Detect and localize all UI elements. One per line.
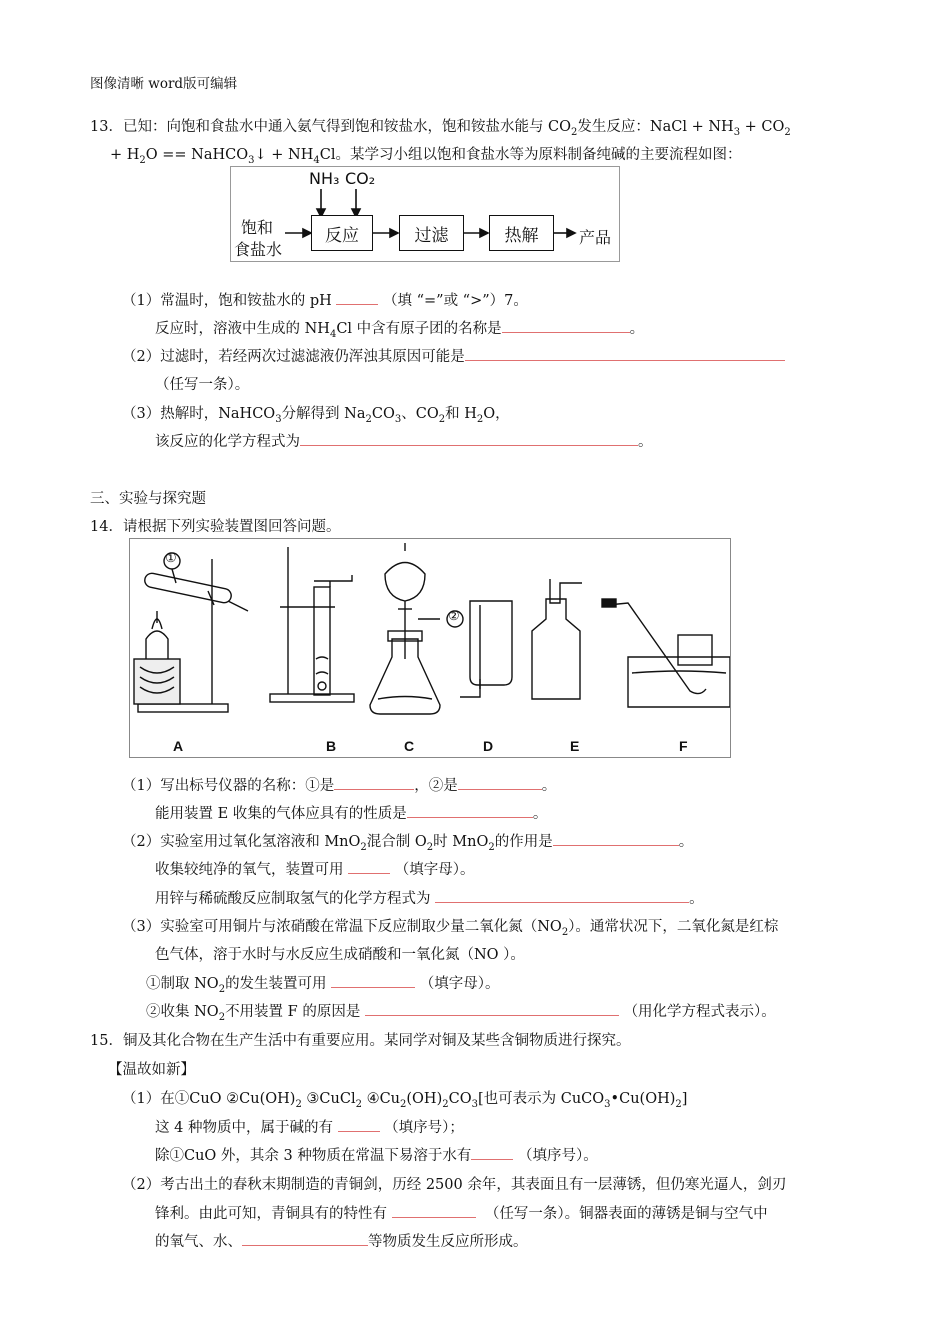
q15-p2c: 的氧气、水、 等物质发生反应所形成。 bbox=[155, 1230, 528, 1251]
q14-p1b: 能用装置 E 收集的气体应具有的性质是 。 bbox=[155, 802, 547, 823]
q15-p1c: 除①CuO 外，其余 3 种物质在常温下易溶于水有 （填序号）。 bbox=[155, 1144, 598, 1165]
q15-p1a: （1）在①CuO $②Cu(OH)_2$ ③CuCl$_2$ $④Cu_2(OH)_2CO_3$[也可表示为 $CuCO_3•Cu(OH)_2$] bbox=[122, 1091, 688, 1110]
input-line2: 食盐水 bbox=[234, 240, 283, 259]
apparatus-label-f: F bbox=[679, 738, 688, 754]
apparatus-label-d: D bbox=[483, 738, 494, 754]
q13-p2b: （任写一条）。 bbox=[155, 377, 250, 393]
apparatus-label-b: B bbox=[326, 738, 337, 754]
q13-p3b: 该反应的化学方程式为 。 bbox=[155, 430, 653, 451]
q15-title: 15．铜及其化合物在生产生活中有重要应用。某同学对铜及某些含铜物质进行探究。 bbox=[90, 1033, 631, 1049]
q14-p3c: ①制取 $NO_2$的发生装置可用 （填字母）。 bbox=[146, 972, 500, 995]
page-header: 图像清晰 word版可编辑 bbox=[90, 76, 238, 92]
flow-diagram bbox=[230, 166, 620, 262]
flow-output: 产品 bbox=[579, 228, 612, 247]
q14-p3d: ②收集 $NO_2$不用装置 F 的原因是 （用化学方程式表示）。 bbox=[146, 1000, 776, 1023]
flow-step-filter: 过滤 bbox=[399, 215, 464, 251]
q15-p2a: （2）考古出土的春秋末期制造的青铜剑，历经 2500 余年，其表面且有一层薄锈，但仍寒光逼人，剑刃 bbox=[122, 1177, 787, 1193]
q13-p2a: （2）过滤时，若经两次过滤滤液仍浑浊其原因可能是 bbox=[122, 345, 785, 366]
q14-p1a: （1）写出标号仪器的名称：①是 ，②是 。 bbox=[122, 774, 556, 795]
q15-p2b: 锋利。由此可知，青铜具有的特性有 （任写一条）。铜器表面的薄锈是铜与空气中 bbox=[155, 1202, 768, 1223]
mark-1: ① bbox=[165, 551, 177, 566]
q15-section: 【温故如新】 bbox=[108, 1062, 195, 1078]
q14-p3b: 色气体，溶于水时与水反应生成硝酸和一氧化氮（NO ）。 bbox=[155, 947, 525, 963]
q13-line1: 13．已知：向饱和食盐水中通入氨气得到饱和铵盐水，饱和铵盐水能与 $CO_2$发生反应：NaCl + $NH_3 + CO_2$ bbox=[90, 119, 791, 138]
q14-p3a: （3）实验室可用铜片与浓硝酸在常温下反应制取少量二氧化氮$(NO_2)$。通常状况下，二氧化氮是红棕 bbox=[122, 919, 779, 938]
apparatus-label-a: A bbox=[173, 738, 184, 754]
input-line1: 饱和 bbox=[241, 218, 274, 237]
apparatus-label-c: C bbox=[404, 738, 415, 754]
q13-p3a: （3）热解时，NaHCO$_3$分解得到 $Na_2CO_3$、$CO_2$和 $H_2O$， bbox=[122, 406, 510, 425]
q13-line2: + $H_2O$ == NaHCO$_3$↓ + $NH_4Cl$。某学习小组以饱和食盐水等为原料制备纯碱的主要流程如图： bbox=[110, 147, 742, 166]
co2-label: CO₂ bbox=[345, 169, 376, 188]
q14-p2c: 用锌与稀硫酸反应制取氢气的化学方程式为 。 bbox=[155, 887, 704, 908]
apparatus-drawing bbox=[130, 539, 730, 757]
flow-step-pyrolysis: 热解 bbox=[489, 215, 554, 251]
q13-p1a: （1）常温时，饱和铵盐水的 pH （填 “=”或 “>”）7。 bbox=[122, 289, 528, 310]
q14-title: 14．请根据下列实验装置图回答问题。 bbox=[90, 519, 341, 535]
q14-p2a: （2）实验室用过氧化氢溶液和 MnO$_2$混合制 $O_2$时 MnO$_2$的作用是 。 bbox=[122, 830, 693, 853]
section-heading: 三、实验与探究题 bbox=[90, 491, 206, 507]
q15-p1b: 这 4 种物质中，属于碱的有 （填序号）； bbox=[155, 1116, 464, 1137]
apparatus-label-e: E bbox=[570, 738, 580, 754]
q13-p1b: 反应时，溶液中生成的 $NH_4Cl$ 中含有原子团的名称是 。 bbox=[155, 317, 644, 340]
apparatus-figure bbox=[129, 538, 731, 758]
mark-2: ② bbox=[448, 609, 460, 624]
nh3-label: NH₃ bbox=[309, 169, 340, 188]
flow-step-reaction: 反应 bbox=[311, 215, 373, 251]
q14-p2b: 收集较纯净的氧气，装置可用 （填字母）。 bbox=[155, 858, 474, 879]
